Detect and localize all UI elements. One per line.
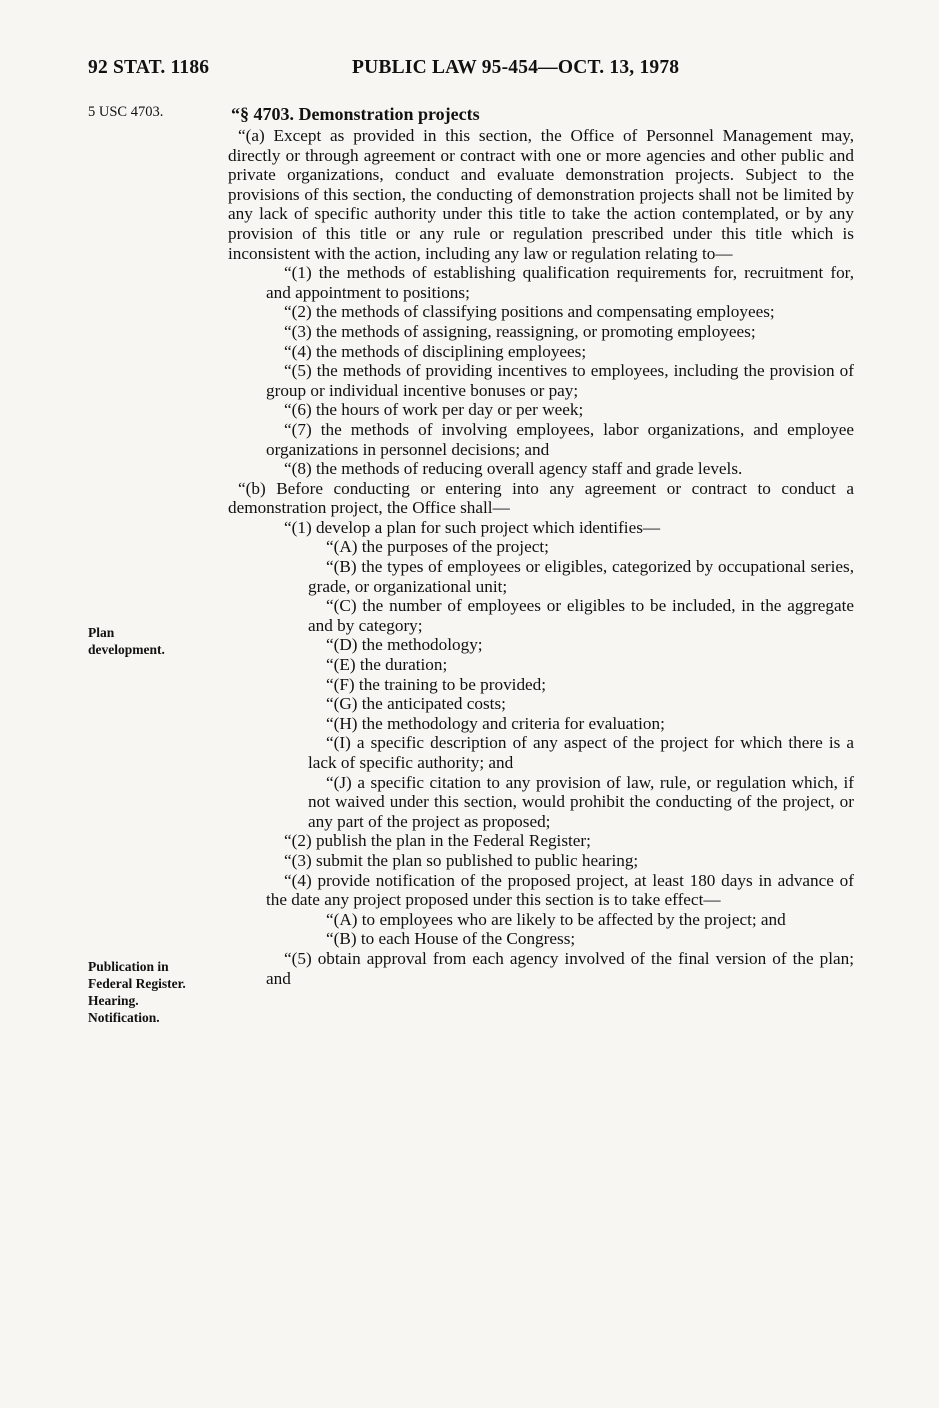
paragraph-a4: “(4) the methods of disciplining employees; xyxy=(284,341,587,361)
paragraph-b4-A: “(A) to employees who are likely to be affected by the project; and xyxy=(326,909,786,929)
paragraph-b1-E: “(E) the duration; xyxy=(326,655,448,675)
paragraph-b: “(b) Before conducting or entering into any agreement or contract to conduct a demonstration project, the Office shall— xyxy=(228,478,854,518)
paragraph-b1-A: “(A) the purposes of the project; xyxy=(326,537,549,557)
margin-note-publication: Publication in Federal Register. Hearing. Notification. xyxy=(88,959,186,1025)
paragraph-b1-H: “(H) the methodology and criteria for evaluation; xyxy=(326,713,665,733)
public-law-heading: PUBLIC LAW 95-454—OCT. 13, 1978 xyxy=(352,57,680,78)
paragraph-b3: “(3) submit the plan so published to public hearing; xyxy=(284,850,639,870)
paragraph-b1-G: “(G) the anticipated costs; xyxy=(326,694,506,714)
stat-page-number: 92 STAT. 1186 xyxy=(88,57,210,78)
statute-body xyxy=(228,126,854,988)
paragraph-b4-B: “(B) to each House of the Congress; xyxy=(326,929,576,949)
paragraph-a5: “(5) the methods of providing incentives to employees, including the provision of group or individual incentive bonuses or pay; xyxy=(266,361,854,400)
paragraph-b5: “(5) obtain approval from each agency involved of the final version of the plan; and xyxy=(266,948,854,988)
paragraph-a2: “(2) the methods of classifying positions and compensating employees; xyxy=(284,302,775,322)
paragraph-a7: “(7) the methods of involving employees, labor organizations, and employee organizations in personnel decisions; and xyxy=(266,419,854,459)
paragraph-b1-I: “(I) a specific description of any aspect of the project for which there is a lack of specific authority; and xyxy=(308,733,854,772)
paragraph-b2: “(2) publish the plan in the Federal Register; xyxy=(284,831,591,851)
paragraph-a3: “(3) the methods of assigning, reassigning, or promoting employees; xyxy=(284,321,756,341)
margin-note-plan: Plan development. xyxy=(88,625,165,657)
paragraph-a: “(a) Except as provided in this section, the Office of Personnel Management may, directly or through agreement or contract with one or more agencies and other public and private organizations, conduct and evaluate demonstration projects. Subject to the provisions of this section, the conducting of demonstration projects shall not be limited by any lack of specific authority under this title to take the action contemplated, or by any provision of this title or any rule or regulation prescribed under this title which is inconsistent with the action, including any law or regulation relating to— xyxy=(228,126,854,263)
paragraph-b1-C: “(C) the number of employees or eligibles to be included, in the aggregate and by category; xyxy=(308,596,854,635)
paragraph-a6: “(6) the hours of work per day or per week; xyxy=(284,400,584,420)
paragraph-b4: “(4) provide notification of the proposed project, at least 180 days in advance of the date any project proposed under this section is to take effect— xyxy=(266,870,854,910)
paragraph-b1-J: “(J) a specific citation to any provision of law, rule, or regulation which, if not waived under this section, would prohibit the conducting of the project, or any part of the project as proposed; xyxy=(308,772,854,831)
paragraph-a1: “(1) the methods of establishing qualification requirements for, recruitment for, and appointment to positions; xyxy=(266,263,854,302)
usc-citation: 5 USC 4703. xyxy=(88,104,164,120)
paragraph-b1-B: “(B) the types of employees or eligibles, categorized by occupational series, grade, or organizational unit; xyxy=(308,557,854,596)
paragraph-b1-F: “(F) the training to be provided; xyxy=(326,674,547,694)
paragraph-b1-D: “(D) the methodology; xyxy=(326,635,483,655)
paragraph-a8: “(8) the methods of reducing overall agency staff and grade levels. xyxy=(284,459,743,479)
section-title: “§ 4703. Demonstration projects xyxy=(231,104,480,124)
paragraph-b1: “(1) develop a plan for such project which identifies— xyxy=(284,517,661,537)
